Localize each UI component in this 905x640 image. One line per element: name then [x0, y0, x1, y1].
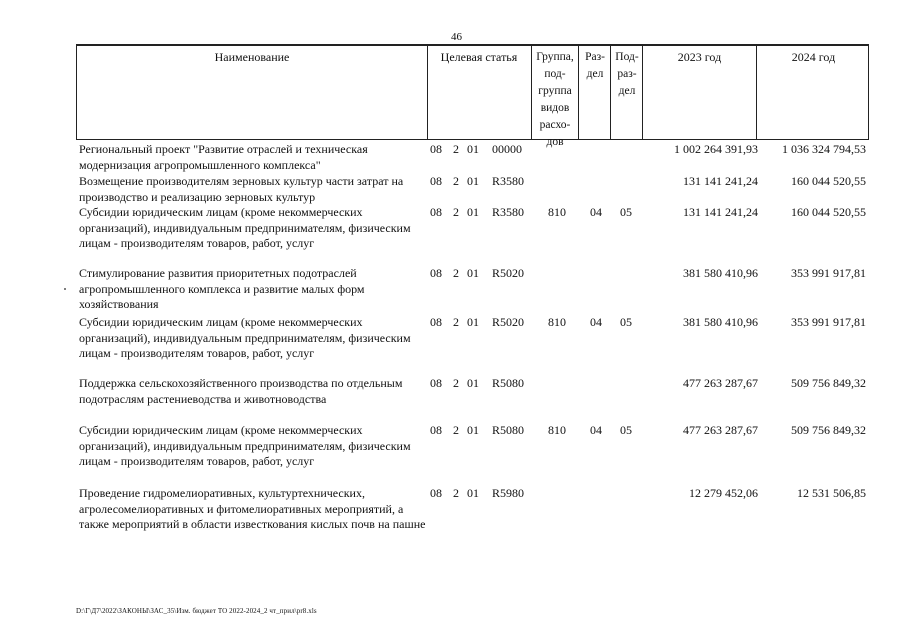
value-2024: 160 044 520,55	[791, 205, 866, 219]
target-code-3: 01	[467, 486, 479, 500]
value-2024: 160 044 520,55	[791, 174, 866, 188]
target-code-2: 2	[453, 423, 459, 437]
target-code-2: 2	[453, 142, 459, 156]
target-code-2: 2	[453, 486, 459, 500]
value-2023: 477 263 287,67	[683, 423, 758, 437]
value-2024: 509 756 849,32	[791, 376, 866, 390]
row-name: Субсидии юридическим лицам (кроме некоммерческих организаций), индивидуальным предпринимателям, физическим лицам - производителям товаров, работ, услуг	[79, 205, 411, 250]
header-2023: 2023 год	[677, 50, 722, 64]
subsection-code: 05	[620, 205, 632, 219]
target-code-1: 08	[430, 205, 442, 219]
header-section: Раз-дел	[585, 51, 605, 80]
target-code-4: R5020	[492, 315, 525, 329]
target-code-1: 08	[430, 486, 442, 500]
target-code-2: 2	[453, 205, 459, 219]
section-code: 04	[590, 315, 602, 329]
target-code-1: 08	[430, 376, 442, 390]
target-code-1: 08	[430, 315, 442, 329]
row-name: Региональный проект "Развитие отраслей и техническая модернизация агропромышленного комплекса"	[79, 142, 368, 172]
target-code-4: R5020	[492, 266, 525, 280]
value-2024: 353 991 917,81	[791, 315, 866, 329]
value-2024: 353 991 917,81	[791, 266, 866, 280]
target-code-2: 2	[453, 266, 459, 280]
target-code-2: 2	[453, 376, 459, 390]
header-name: Наименование	[214, 50, 290, 64]
value-2023: 131 141 241,24	[683, 174, 758, 188]
header-subsection: Под-раз-дел	[615, 51, 639, 97]
row-name: Поддержка сельскохозяйственного производства по отдельным подотраслям растениеводства и животноводства	[79, 376, 403, 406]
table-header	[76, 44, 869, 148]
value-2024: 509 756 849,32	[791, 423, 866, 437]
target-code-4: R3580	[492, 205, 525, 219]
target-code-4: R5080	[492, 376, 525, 390]
target-code-1: 08	[430, 142, 442, 156]
header-2024: 2024 год	[791, 50, 836, 64]
target-code-4: R5980	[492, 486, 525, 500]
target-code-2: 2	[453, 315, 459, 329]
target-code-1: 08	[430, 174, 442, 188]
target-code-3: 01	[467, 315, 479, 329]
row-name: Проведение гидромелиоративных, культуртехнических, агролесомелиоративных и фитомелиоративных мероприятий, а также мероприятий в области известкования кислых почв на пашне	[79, 486, 426, 531]
column-divider	[578, 46, 579, 139]
target-code-4: R5080	[492, 423, 525, 437]
subsection-code: 05	[620, 315, 632, 329]
column-divider	[610, 46, 611, 139]
target-code-3: 01	[467, 205, 479, 219]
target-code-4: R3580	[492, 174, 525, 188]
target-code-1: 08	[430, 423, 442, 437]
target-code-3: 01	[467, 376, 479, 390]
header-group: Группа, под-группа видов расхо-дов	[536, 51, 574, 148]
section-code: 04	[590, 423, 602, 437]
target-code-2: 2	[453, 174, 459, 188]
row-name: Возмещение производителям зерновых культур части затрат на производство и реализацию зерновых культур	[79, 174, 404, 204]
row-name: Субсидии юридическим лицам (кроме некоммерческих организаций), индивидуальным предпринимателям, физическим лицам - производителям товаров, работ, услуг	[79, 315, 411, 360]
group-code: 810	[548, 423, 566, 437]
section-code: 04	[590, 205, 602, 219]
value-2024: 1 036 324 794,53	[782, 142, 866, 156]
header-target-article: Целевая статья	[440, 50, 518, 64]
value-2023: 131 141 241,24	[683, 205, 758, 219]
row-name: Субсидии юридическим лицам (кроме некоммерческих организаций), индивидуальным предпринимателям, физическим лицам - производителям товаров, работ, услуг	[79, 423, 411, 468]
target-code-1: 08	[430, 266, 442, 280]
target-code-3: 01	[467, 174, 479, 188]
page-number: 46	[451, 31, 462, 43]
file-path-footer: D:\Г\Д7\2022\ЗАКОНЫ\ЗАС_35\Изм. бюджет ТО 2022-2024_2 чт_прил\pr8.xls	[76, 607, 317, 615]
value-2023: 477 263 287,67	[683, 376, 758, 390]
value-2024: 12 531 506,85	[797, 486, 866, 500]
value-2023: 12 279 452,06	[689, 486, 758, 500]
target-code-4: 00000	[492, 142, 522, 156]
scan-mark	[64, 288, 66, 290]
value-2023: 381 580 410,96	[683, 266, 758, 280]
row-name: Стимулирование развития приоритетных подотраслей агропромышленного комплекса и развитие малых форм хозяйствования	[79, 266, 365, 311]
group-code: 810	[548, 205, 566, 219]
target-code-3: 01	[467, 142, 479, 156]
target-code-3: 01	[467, 423, 479, 437]
target-code-3: 01	[467, 266, 479, 280]
value-2023: 1 002 264 391,93	[674, 142, 758, 156]
subsection-code: 05	[620, 423, 632, 437]
value-2023: 381 580 410,96	[683, 315, 758, 329]
group-code: 810	[548, 315, 566, 329]
